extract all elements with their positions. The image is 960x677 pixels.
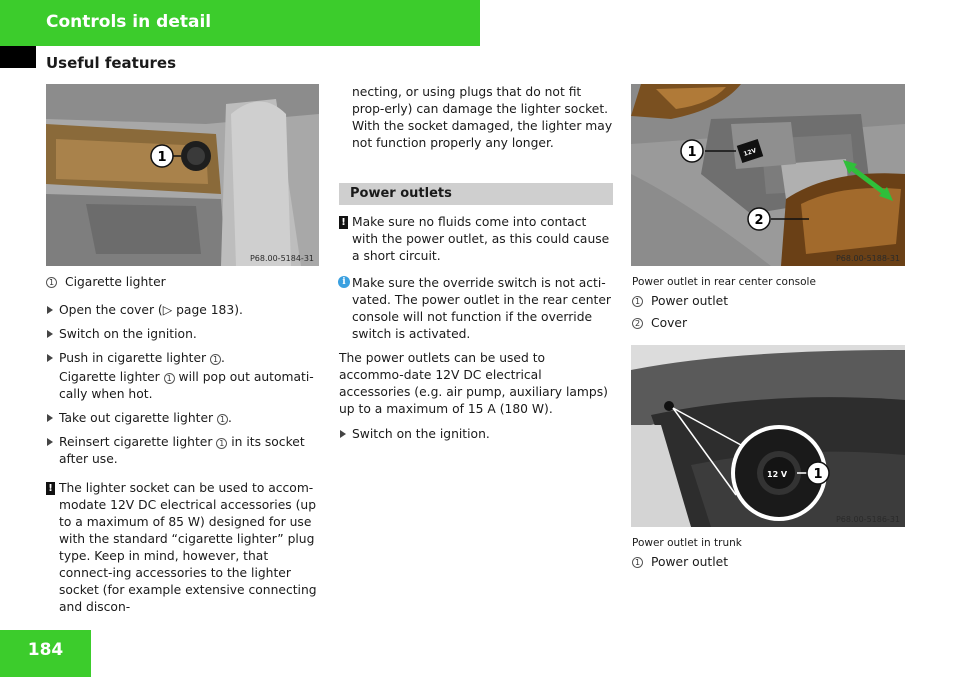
legend-item [632,315,902,332]
callout-number: 1 [632,557,643,568]
step-continuation: Cigarette lighter 1 will pop out automati-cally when hot. [59,370,314,401]
outlet-label-12v: 12V [742,147,758,158]
callout-number: 1 [216,438,227,449]
callout-number: 1 [632,296,643,307]
section-heading-power-outlets: Power outlets [339,183,613,205]
subsection-title: Useful features [46,54,177,72]
step-arrow-icon [47,438,53,446]
step-arrow-icon [47,414,53,422]
step: Switch on the ignition. [339,426,613,443]
section-title: Controls in detail [46,12,212,32]
svg-text:1: 1 [813,467,823,482]
legend-trunk [632,554,902,576]
legend-label: Power outlet [651,294,729,308]
legend-label: Cigarette lighter [65,275,166,289]
photo-code: P68.00-5184-31 [249,254,314,263]
legend-item [632,554,902,571]
warning-note: ! Make sure no fluids come into contact with the power outlet, as this could cause a short circuit. [339,214,613,265]
svg-text:2: 2 [754,213,764,228]
legend-label: Power outlet [651,555,729,569]
header-marker [0,46,36,68]
rear-console-outlet-photo [631,84,905,266]
trunk-outlet-photo [631,345,905,527]
step: Reinsert cigarette lighter 1 in its socket after use. [46,434,324,468]
callout-number: 1 [164,373,175,384]
photo-code: P68.00-5188-31 [835,254,900,263]
svg-text:1: 1 [687,145,697,160]
page-number: 184 [0,630,91,677]
body-text: The power outlets can be used to accommo-date 12V DC electrical accessories (e.g. air pump, auxiliary lamps) up to a maximum of 15 A (180 W). [339,351,608,416]
continued-text: necting, or using plugs that do not fit prop-erly) can damage the lighter socket. With the socket damaged, the lighter may not function properly any longer. [352,85,613,150]
legend-rear-console [632,293,902,337]
legend-item [46,274,324,291]
callout-number: 2 [632,318,643,329]
caption-trunk: Power outlet in trunk [632,537,742,549]
callout-number: 1 [217,414,228,425]
warning-icon: ! [339,216,348,229]
photo-code: P68.00-5186-31 [835,515,900,524]
step-arrow-icon [47,354,53,362]
middle-column [339,84,613,450]
step-arrow-icon [340,430,346,438]
warning-icon: ! [46,482,55,495]
step: Open the cover (▷ page 183). [46,302,324,319]
legend-item [632,293,902,310]
caption-rear-console: Power outlet in rear center console [632,276,816,288]
info-icon: i [338,276,350,288]
callout-number: 1 [46,277,57,288]
left-column [46,274,324,623]
legend-label: Cover [651,316,688,330]
header-tab [0,0,480,46]
step: Push in cigarette lighter 1 . [46,350,324,367]
step-arrow-icon [47,306,53,314]
outlet-label-12v: 12 V [767,470,788,479]
info-note: i Make sure the override switch is not acti-vated. The power outlet in the rear center console will not function if the override switch is activated. [339,275,613,343]
cigarette-lighter-photo [46,84,319,266]
step-arrow-icon [47,330,53,338]
warning-note: ! The lighter socket can be used to accom-modate 12V DC electrical accessories (up to a maximum of 85 W) designed for use with the standard “cigarette lighter” plug type. Keep in mind, however, that connect-ing accessories to the lighter socket (for example extensive connecting and discon- [46,480,324,616]
step: Switch on the ignition. [46,326,324,343]
svg-text:1: 1 [157,150,167,165]
step: Take out cigarette lighter 1 . [46,410,324,427]
callout-number: 1 [210,354,221,365]
